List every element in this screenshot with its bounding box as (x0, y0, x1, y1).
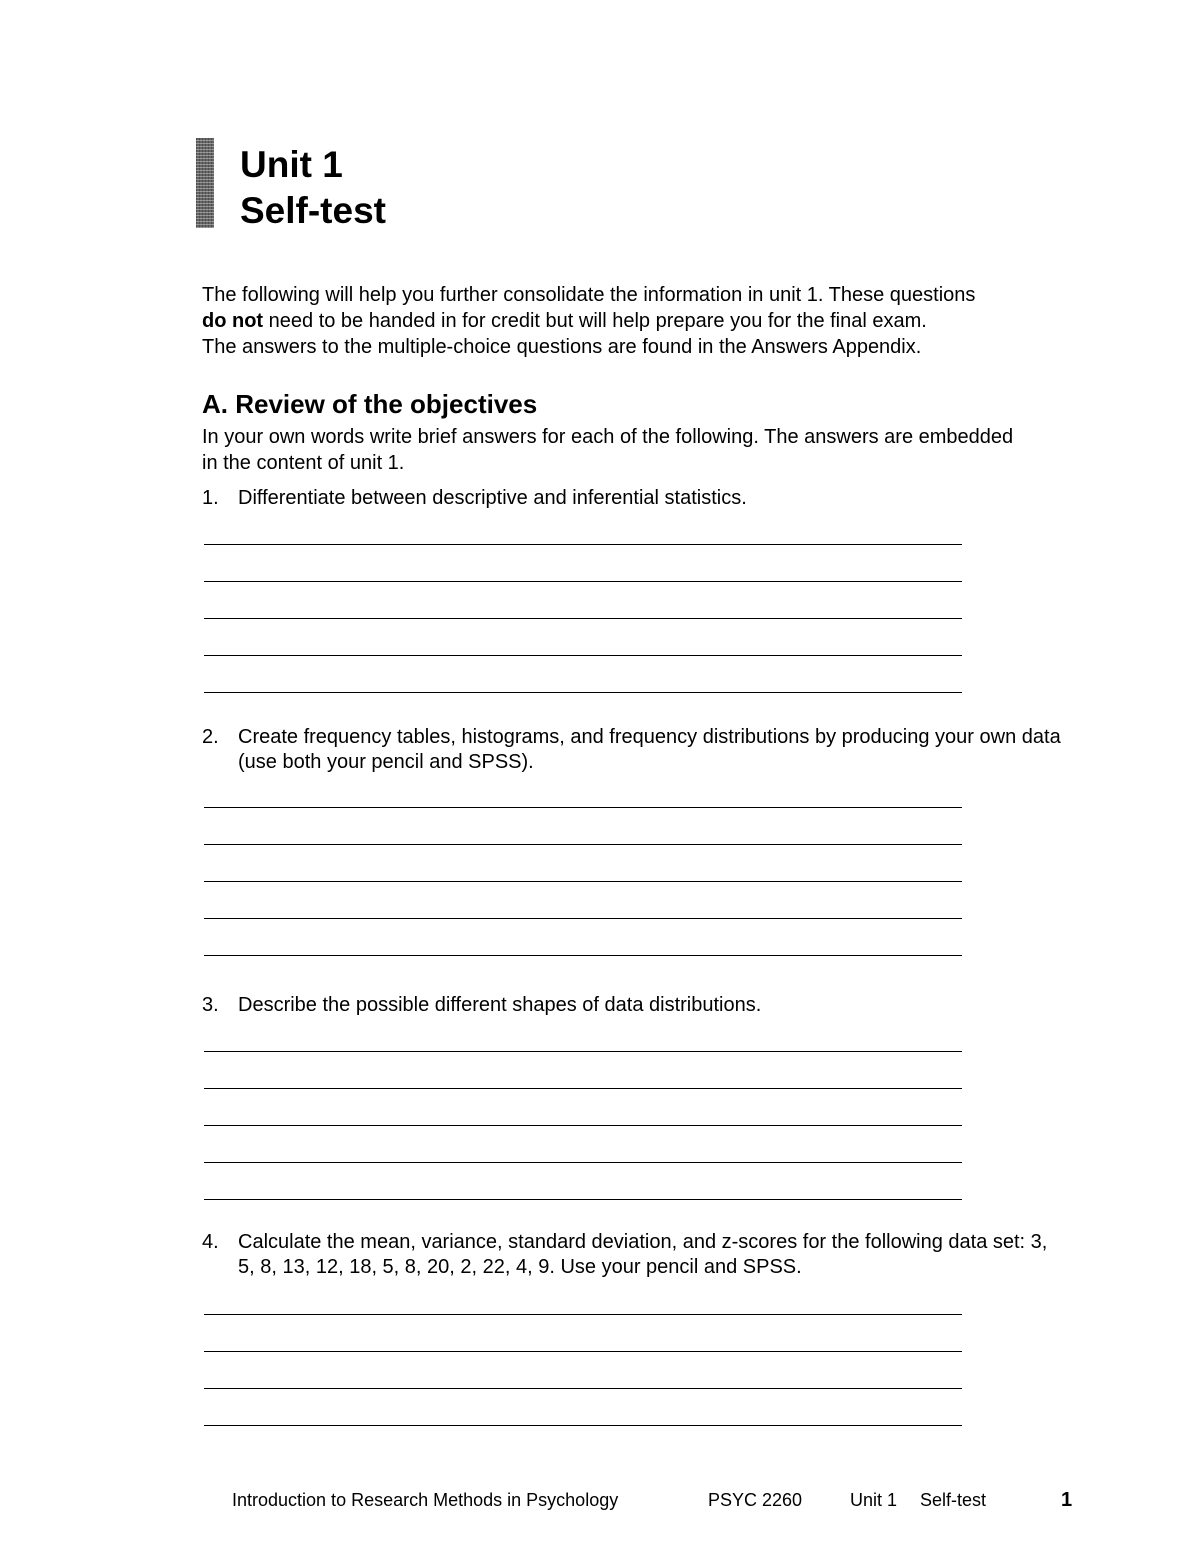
answer-line[interactable] (204, 844, 962, 845)
answer-line[interactable] (204, 955, 962, 956)
question-4 (202, 1230, 1062, 1280)
answer-line[interactable] (204, 918, 962, 919)
answer-line[interactable] (204, 1088, 962, 1089)
answer-line[interactable] (204, 1051, 962, 1052)
answer-line[interactable] (204, 655, 962, 656)
answer-line[interactable] (204, 1425, 962, 1426)
title-accent-bar (196, 138, 214, 228)
answer-line[interactable] (204, 618, 962, 619)
intro-paragraph (202, 282, 1072, 360)
answer-line[interactable] (204, 881, 962, 882)
title-line-self-test: Self-test (240, 190, 386, 231)
intro-text-1: The following will help you further consolidate the information in unit 1. These questions (202, 284, 976, 306)
answer-line[interactable] (204, 1388, 962, 1389)
answer-line[interactable] (204, 807, 962, 808)
question-number: 1. (202, 487, 219, 509)
question-1 (202, 486, 1062, 511)
intro-emphasis: do not (202, 310, 264, 332)
question-text: Differentiate between descriptive and inferential statistics. (238, 487, 747, 509)
footer-page-number: 1 (1061, 1489, 1073, 1511)
answer-line[interactable] (204, 1314, 962, 1315)
intro-text-3: The answers to the multiple-choice questions are found in the Answers Appendix. (202, 336, 922, 358)
answer-line[interactable] (204, 1199, 962, 1200)
answer-line[interactable] (204, 692, 962, 693)
footer-course-title: Introduction to Research Methods in Psychology (232, 1490, 619, 1510)
section-intro: In your own words write brief answers for each of the following. The answers are embedded in the content of unit 1. (202, 426, 1014, 474)
section-heading: A. Review of the objectives (202, 389, 538, 419)
answer-line[interactable] (204, 1162, 962, 1163)
footer-course-code: PSYC 2260 (708, 1490, 803, 1510)
answer-line[interactable] (204, 544, 962, 545)
question-text: Calculate the mean, variance, standard deviation, and z-scores for the following data set: 3, 5, 8, 13, 12, 18, 5, 8, 20, 2, 22, 4, 9. Use your pencil and SPSS. (238, 1231, 1048, 1278)
answer-line[interactable] (204, 581, 962, 582)
question-text: Describe the possible different shapes of data distributions. (238, 994, 762, 1016)
footer-section: Self-test (920, 1490, 987, 1510)
footer-unit: Unit 1 (850, 1490, 898, 1510)
answer-line[interactable] (204, 1351, 962, 1352)
title-line-unit: Unit 1 (240, 144, 343, 185)
question-3 (202, 993, 1062, 1018)
question-number: 3. (202, 994, 219, 1016)
question-2 (202, 725, 1062, 775)
question-number: 4. (202, 1231, 219, 1253)
question-number: 2. (202, 726, 219, 748)
answer-line[interactable] (204, 1125, 962, 1126)
intro-text-2: need to be handed in for credit but will help prepare you for the final exam. (263, 310, 927, 332)
question-text: Create frequency tables, histograms, and frequency distributions by producing your own data (use both your pencil and SPSS). (238, 726, 1061, 773)
page-title (240, 142, 386, 234)
